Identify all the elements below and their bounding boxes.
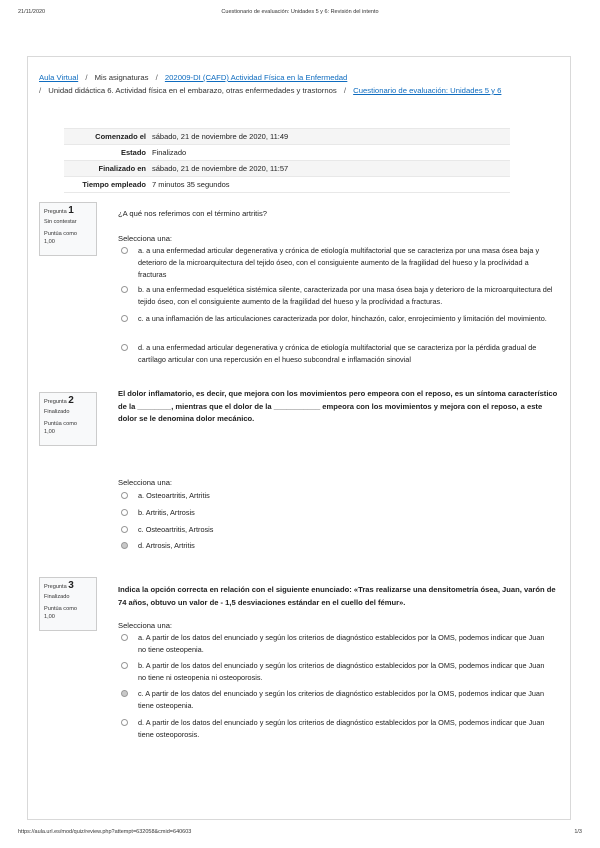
- attempt-summary-table: [64, 128, 510, 193]
- summary-value: sábado, 21 de noviembre de 2020, 11:49: [152, 132, 289, 141]
- question-1-text: ¿A qué nos referimos con el término artritis?: [118, 209, 267, 218]
- summary-label: Comenzado el: [95, 132, 146, 141]
- question-mark-label: Puntúa como: [44, 421, 77, 427]
- summary-value: Finalizado: [152, 148, 187, 157]
- question-number: Pregunta 2: [44, 395, 74, 406]
- summary-label: Tiempo empleado: [82, 180, 146, 189]
- summary-row-state: [64, 145, 510, 161]
- print-date: 21/11/2020: [18, 9, 46, 15]
- breadcrumb-separator: /: [155, 73, 158, 82]
- breadcrumb-aula-virtual[interactable]: Aula Virtual: [39, 73, 79, 82]
- question-1-option-b[interactable]: b. a una enfermedad esquelética sistémica silente, caracterizada por una masa ósea baja y deterioro de la microarquitectura del tejido óseo, con el consiguiente aumento de la fragilidad del hueso y la proclividad a fracturas.: [121, 284, 553, 308]
- radio-button[interactable]: [121, 662, 128, 669]
- question-state: Sin contestar: [44, 219, 77, 225]
- breadcrumb-separator: /: [85, 73, 88, 82]
- question-1-option-c[interactable]: c. a una inflamación de las articulaciones caracterizada por dolor, hinchazón, calor, enrojecimiento y limitación del movimiento.: [121, 313, 553, 325]
- radio-button[interactable]: [121, 247, 128, 254]
- radio-button[interactable]: [121, 509, 128, 516]
- quiz-review-page: [27, 56, 571, 820]
- question-3-prompt: Selecciona una:: [118, 621, 173, 630]
- summary-value: sábado, 21 de noviembre de 2020, 11:57: [152, 164, 289, 173]
- breadcrumb-course[interactable]: 202009-DI (CAFD) Actividad Física en la Enfermedad: [164, 73, 348, 82]
- question-number: Pregunta 3: [44, 580, 74, 591]
- question-mark: 1,00: [44, 239, 55, 245]
- question-2-option-a[interactable]: a. Osteoartritis, Artritis: [121, 490, 553, 502]
- radio-button[interactable]: [121, 526, 128, 533]
- breadcrumb-separator: /: [343, 86, 346, 95]
- question-1-prompt: Selecciona una:: [118, 234, 173, 243]
- summary-value: 7 minutos 35 segundos: [152, 180, 230, 189]
- radio-button[interactable]: [121, 492, 128, 499]
- question-3-info: [39, 577, 97, 631]
- question-mark-label: Puntúa como: [44, 606, 77, 612]
- question-mark: 1,00: [44, 614, 55, 620]
- question-3-option-d[interactable]: d. A partir de los datos del enunciado y según los criterios de diagnóstico establecidos por la OMS, podemos indicar que Juan tiene osteoporosis.: [121, 717, 553, 741]
- question-1-option-a[interactable]: a. a una enfermedad articular degenerativa y crónica de etiología multifactorial que se caracteriza por una masa ósea baja y deterioro de la microarquitectura del tejido óseo, con el consiguiente aumento de la fragilidad del hueso y la proclividad a fracturas: [121, 245, 553, 281]
- question-2-info: [39, 392, 97, 446]
- question-2-prompt: Selecciona una:: [118, 478, 173, 487]
- breadcrumb: [39, 71, 560, 97]
- breadcrumb-mis-asignaturas: Mis asignaturas: [94, 73, 149, 82]
- question-state: Finalizado: [44, 594, 70, 600]
- summary-row-finished: [64, 161, 510, 177]
- breadcrumb-separator: /: [39, 86, 42, 95]
- question-1-option-d[interactable]: d. a una enfermedad articular degenerativa y crónica de etiología multifactorial que se caracteriza por la pérdida gradual de cartílago articular con una repercusión en el hueso subcondral e inflamación sinovial: [121, 342, 553, 366]
- radio-button[interactable]: [121, 634, 128, 641]
- question-mark: 1,00: [44, 429, 55, 435]
- radio-button[interactable]: [121, 344, 128, 351]
- question-3-option-a[interactable]: a. A partir de los datos del enunciado y según los criterios de diagnóstico establecidos por la OMS, podemos indicar que Juan no tiene osteopenia.: [121, 632, 553, 656]
- summary-row-started: [64, 128, 510, 145]
- question-2-option-d[interactable]: d. Artrosis, Artritis: [121, 540, 553, 552]
- radio-button[interactable]: [121, 719, 128, 726]
- question-1-info: [39, 202, 97, 256]
- question-number: Pregunta 1: [44, 205, 74, 216]
- radio-button[interactable]: [121, 286, 128, 293]
- question-3-option-b[interactable]: b. A partir de los datos del enunciado y según los criterios de diagnóstico establecidos por la OMS, podemos indicar que Juan no tiene ni osteopenia ni osteoporosis.: [121, 660, 553, 684]
- radio-button[interactable]: [121, 315, 128, 322]
- question-2-option-c[interactable]: c. Osteoartritis, Artrosis: [121, 524, 553, 536]
- summary-row-time: [64, 177, 510, 193]
- breadcrumb-quiz[interactable]: Cuestionario de evaluación: Unidades 5 y 6: [353, 86, 502, 95]
- question-3-option-c[interactable]: c. A partir de los datos del enunciado y según los criterios de diagnóstico establecidos por la OMS, podemos indicar que Juan tiene osteopenia.: [121, 688, 553, 712]
- question-2-option-b[interactable]: b. Artritis, Artrosis: [121, 507, 553, 519]
- summary-label: Finalizado en: [98, 164, 146, 173]
- question-2-text: El dolor inflamatorio, es decir, que mejora con los movimientos pero empeora con el reposo, es un síntoma característico de la ________, mientras que el dolor de la ___________ empeora con los movimientos y mejora con el reposo, a este dolor se le denomina dolor mecánico.: [118, 389, 558, 423]
- print-page-number: 1/3: [574, 829, 582, 835]
- radio-button-selected[interactable]: [121, 542, 128, 549]
- question-mark-label: Puntúa como: [44, 231, 77, 237]
- breadcrumb-unit: Unidad didáctica 6. Actividad física en el embarazo, otras enfermedades y trastornos: [48, 86, 337, 95]
- print-url: https://aula.url.es/mod/quiz/review.php?attempt=632058&cmid=640603: [18, 829, 192, 835]
- question-state: Finalizado: [44, 409, 70, 415]
- print-title: Cuestionario de evaluación: Unidades 5 y 6: Revisión del intento: [221, 9, 379, 15]
- summary-label: Estado: [120, 148, 146, 157]
- question-3-text: Indica la opción correcta en relación con el siguiente enunciado: «Tras realizarse una densitometría ósea, Juan, varón de 74 años, obtuvo un valor de - 1,5 desviaciones estándar en el cuello del fémur».: [118, 585, 556, 607]
- radio-button-selected[interactable]: [121, 690, 128, 697]
